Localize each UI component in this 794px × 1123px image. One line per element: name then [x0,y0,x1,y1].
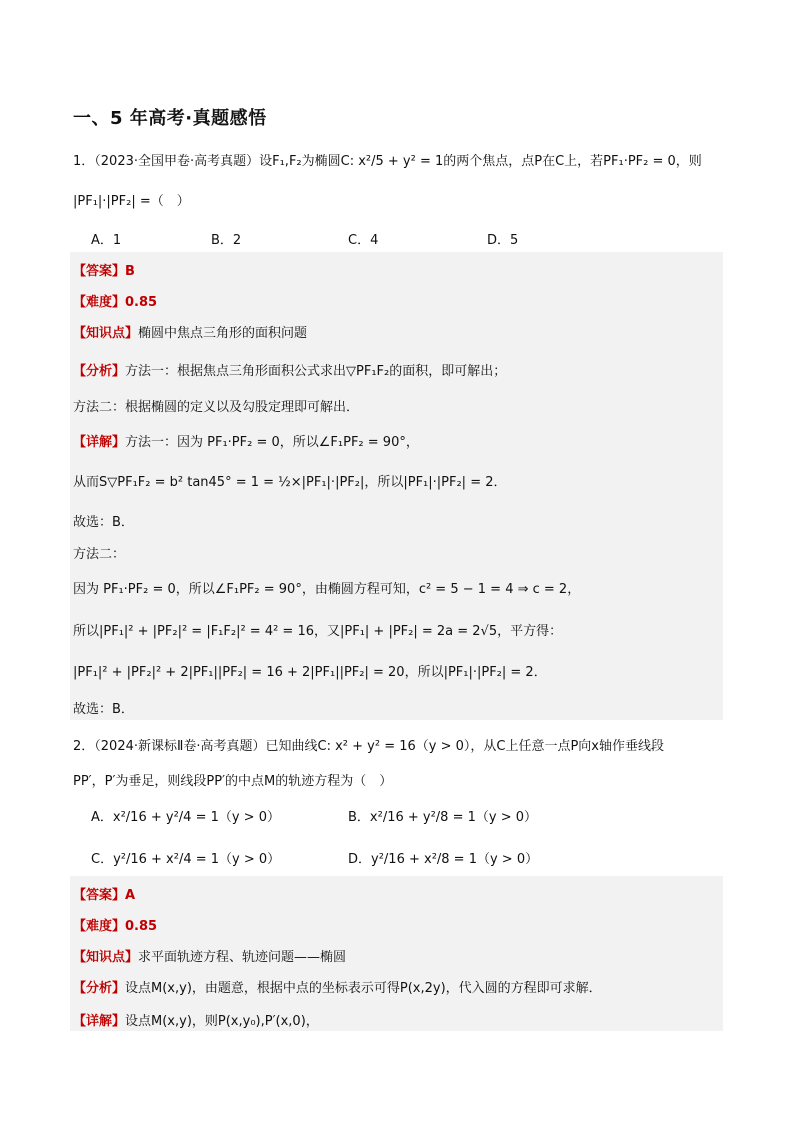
answer-value: A [125,888,136,903]
q1-stem-line1 [73,150,702,169]
detail-text-1: 方法一：因为 PF₁·PF₂ = 0，所以∠F₁PF₂ = 90°， [125,435,419,450]
q1-option-c: C．4 [348,233,379,248]
analysis-text: 设点M(x,y)，由题意，根据中点的坐标表示可得P(x,2y)，代入圆的方程即可求解． [125,981,602,996]
analysis-label: 【分析】 [73,981,126,996]
q2-stem-line1: 2．（2024·新课标Ⅱ卷·高考真题）已知曲线C: x² + y² = 16（y > 0），从C上任意一点P向x轴作垂线段 [73,739,665,754]
q1-method2-line1: 因为 PF₁·PF₂ = 0，所以∠F₁PF₂ = 90°，由椭圆方程可知，c² = 5 − 1 = 4 ⇒ c = 2， [73,582,581,597]
q2-stem-line2: PP′，P′为垂足，则线段PP′的中点M的轨迹方程为（ ） [73,774,393,789]
q2-knowledge-row [73,946,346,965]
q1-option-a: A．1 [91,233,122,248]
q1-option-b: B．2 [211,233,242,248]
q1-option-d: D．5 [487,233,519,248]
q2-option-a: A．x²/16 + y²/4 = 1（y > 0） [91,810,280,825]
q1-method2-line3: |PF₁|² + |PF₂|² + 2|PF₁||PF₂| = 16 + 2|PF₁||PF₂| = 20，所以|PF₁|·|PF₂| = 2． [73,665,547,680]
answer-label: 【答案】 [73,888,126,903]
q1-detail-text-2: 从而S▽PF₁F₂ = b² tan45° = 1 = ½×|PF₁|·|PF₂|，所以|PF₁|·|PF₂| = 2． [73,475,507,490]
detail-label: 【详解】 [73,1014,126,1029]
difficulty-label: 【难度】 [73,919,126,934]
q1-analysis-text-2: 方法二：根据椭圆的定义以及勾股定理即可解出． [73,400,360,415]
q1-difficulty-row [73,291,157,310]
q1-analysis-row [73,360,506,379]
section-title: 一、5 年高考·真题感悟 [73,108,267,129]
detail-text: 设点M(x,y)，则P(x,y₀),P′(x,0)， [125,1014,319,1029]
q2-difficulty-row [73,915,157,934]
q1-method2-line2: 所以|PF₁|² + |PF₂|² = |F₁F₂|² = 4² = 16，又|PF₁| + |PF₂| = 2a = 2√5，平方得： [73,624,563,639]
q1-choose-2: 故选：B． [73,702,134,717]
q2-analysis-row [73,977,602,996]
knowledge-label: 【知识点】 [73,950,139,965]
q2-option-b: B．x²/16 + y²/8 = 1（y > 0） [348,810,538,825]
q1-stem-line2: |PF₁|·|PF₂| =（ ） [73,194,190,209]
q2-option-c: C．y²/16 + x²/4 = 1（y > 0） [91,852,281,867]
analysis-label: 【分析】 [73,364,126,379]
q2-detail-row [73,1010,319,1029]
q1-choose-1: 故选：B． [73,515,134,530]
knowledge-text: 椭圆中焦点三角形的面积问题 [138,326,308,341]
knowledge-text: 求平面轨迹方程、轨迹问题——椭圆 [138,950,347,965]
detail-label: 【详解】 [73,435,126,450]
difficulty-label: 【难度】 [73,295,126,310]
analysis-text-1: 方法一：根据焦点三角形面积公式求出▽PF₁F₂的面积，即可解出； [125,364,507,379]
difficulty-value: 0.85 [125,919,158,934]
q2-option-d: D．y²/16 + x²/8 = 1（y > 0） [348,852,539,867]
q1-detail-row [73,431,419,450]
q1-method2-heading: 方法二： [73,547,126,562]
answer-label: 【答案】 [73,264,126,279]
q1-stem-text: 1．（2023·全国甲卷·高考真题）设F₁,F₂为椭圆C: x²/5 + y² = 1的两个焦点，点P在C上，若PF₁·PF₂ = 0，则 [73,154,702,169]
q1-answer-row [73,260,135,279]
q1-knowledge-row [73,322,307,341]
answer-value: B [125,264,135,279]
knowledge-label: 【知识点】 [73,326,139,341]
difficulty-value: 0.85 [125,295,158,310]
q2-answer-row [73,884,135,903]
